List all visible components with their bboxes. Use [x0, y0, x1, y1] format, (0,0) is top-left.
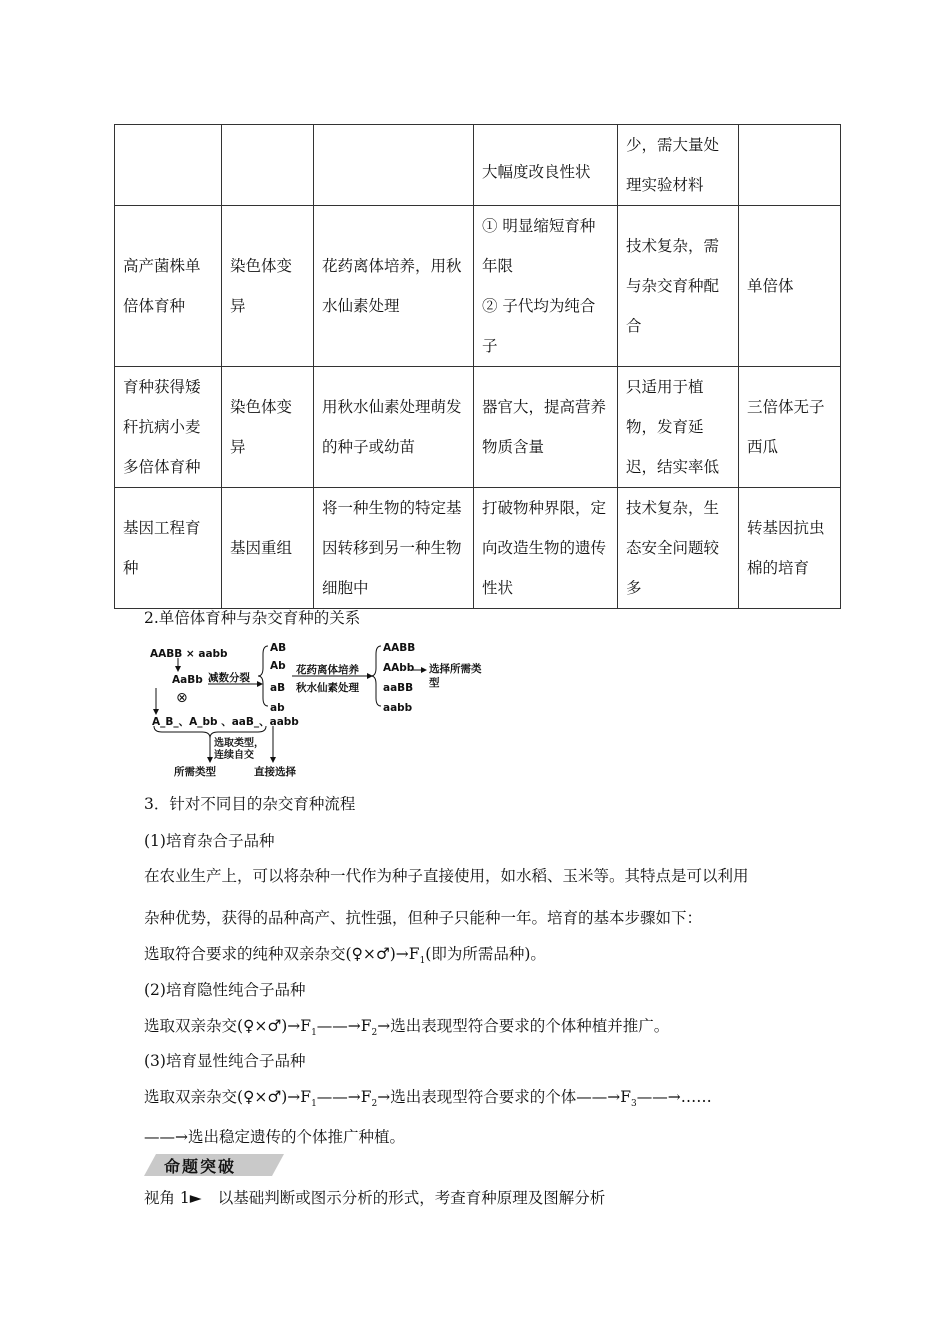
- dh-line-label: aabb: [383, 702, 413, 714]
- text-segment: 选取符合要求的纯种双亲杂交(♀×♂)→F: [144, 945, 420, 963]
- table-cell: 花药离体培养，用秋水仙素处理: [314, 206, 474, 367]
- paragraph-line: [144, 942, 546, 966]
- subscript: 3: [631, 1099, 637, 1110]
- table-cell: 大幅度改良性状: [474, 125, 618, 206]
- dh-line-label: AAbb: [383, 662, 415, 674]
- subscript: 1: [311, 1099, 317, 1110]
- table-cell: [739, 125, 841, 206]
- table-cell: 少，需大量处理实验材料: [618, 125, 739, 206]
- text-segment: →选出表现型符合要求的个体种植并推广。: [377, 1017, 670, 1035]
- gamete-label: ab: [270, 702, 285, 714]
- subsection-2-title: (2)培育隐性纯合子品种: [144, 981, 306, 999]
- parents-label: AABB × aabb: [150, 648, 228, 660]
- subscript: 2: [371, 1099, 378, 1110]
- table-cell: 育种获得矮秆抗病小麦多倍体育种: [115, 367, 222, 488]
- table-cell: 单倍体: [739, 206, 841, 367]
- paragraph-line: ——→选出稳定遗传的个体推广种植。: [144, 1128, 405, 1146]
- table-cell: 三倍体无子西瓜: [739, 367, 841, 488]
- paragraph-line: 在农业生产上，可以将杂种一代作为种子直接使用，如水稻、玉米等。其特点是可以利用: [144, 867, 749, 885]
- table-cell: 染色体变异: [222, 206, 314, 367]
- table-cell: ① 明显缩短育种年限 ② 子代均为纯合子: [474, 206, 618, 367]
- table-cell: [222, 125, 314, 206]
- select-self-label: 选取类型，连续自交: [214, 738, 264, 761]
- table-cell: 染色体变异: [222, 367, 314, 488]
- dh-line-label: aaBB: [383, 682, 414, 694]
- banner-title: 命题突破: [164, 1157, 237, 1176]
- table-cell: 高产菌株单倍体育种: [115, 206, 222, 367]
- breeding-table: [114, 124, 841, 609]
- meiosis-label: 减数分裂: [208, 672, 250, 684]
- table-cell: 器官大，提高营养物质含量: [474, 367, 618, 488]
- subsection-1-title: (1)培育杂合子品种: [144, 832, 275, 850]
- paragraph-line: [144, 1085, 712, 1109]
- table-cell: 技术复杂，需与杂交育种配合: [618, 206, 739, 367]
- table-cell: 技术复杂，生态安全问题较多: [618, 488, 739, 609]
- paragraph-line: [144, 1014, 669, 1038]
- anther-culture-label: 花药离体培养: [296, 664, 359, 676]
- text-segment: ——→……: [636, 1088, 712, 1106]
- dh-line-label: AABB: [383, 642, 416, 654]
- table-cell: 用秋水仙素处理萌发的种子或幼苗: [314, 367, 474, 488]
- table-cell: [115, 125, 222, 206]
- subscript: 1: [419, 956, 426, 967]
- selfing-symbol: ⊗: [176, 690, 188, 706]
- f2-genotypes: A_B_、A_bb 、aaB_、aabb: [152, 716, 299, 728]
- subscript: 1: [311, 1028, 317, 1039]
- text-segment: (即为所需品种)。: [425, 945, 546, 963]
- gamete-label: AB: [270, 642, 287, 654]
- subsection-3-title: (3)培育显性纯合子品种: [144, 1052, 306, 1070]
- text-segment: ——→F: [316, 1088, 372, 1106]
- table-cell: [314, 125, 474, 206]
- breeding-diagram: [140, 638, 500, 783]
- section-banner: [144, 1154, 284, 1176]
- table-cell: 基因重组: [222, 488, 314, 609]
- angle-line: [144, 1186, 605, 1208]
- select-needed-label: 选择所需类型: [429, 663, 482, 689]
- text-segment: 选取双亲杂交(♀×♂)→F: [144, 1017, 312, 1035]
- table-cell: 基因工程育种: [115, 488, 222, 609]
- angle-text: 以基础判断或图示分析的形式，考查育种原理及图解分析: [217, 1189, 606, 1207]
- paragraph-line: 杂种优势，获得的品种高产、抗性强，但种子只能种一年。培育的基本步骤如下：: [144, 909, 703, 927]
- table-cell: 打破物种界限，定向改造生物的遗传性状: [474, 488, 618, 609]
- f1-label: AaBb: [172, 674, 203, 686]
- gamete-label: aB: [270, 682, 286, 694]
- text-segment: ——→F: [316, 1017, 372, 1035]
- text-segment: 选取双亲杂交(♀×♂)→F: [144, 1088, 312, 1106]
- table-cell: 只适用于植物，发育延迟，结实率低: [618, 367, 739, 488]
- subscript: 2: [371, 1028, 378, 1039]
- section-2-title: 2.单倍体育种与杂交育种的关系: [144, 609, 361, 627]
- needed-type-label: 所需类型: [174, 766, 216, 778]
- gamete-label: Ab: [270, 660, 286, 672]
- table-cell: 转基因抗虫棉的培育: [739, 488, 841, 609]
- direct-select-label: 直接选择: [254, 766, 296, 778]
- section-3-title: 3．针对不同目的杂交育种流程: [144, 795, 356, 813]
- colchicine-label: 秋水仙素处理: [296, 682, 359, 694]
- text-segment: →选出表现型符合要求的个体——→F: [377, 1088, 632, 1106]
- angle-label: 视角 1►: [144, 1189, 202, 1207]
- table-cell: 将一种生物的特定基因转移到另一种生物细胞中: [314, 488, 474, 609]
